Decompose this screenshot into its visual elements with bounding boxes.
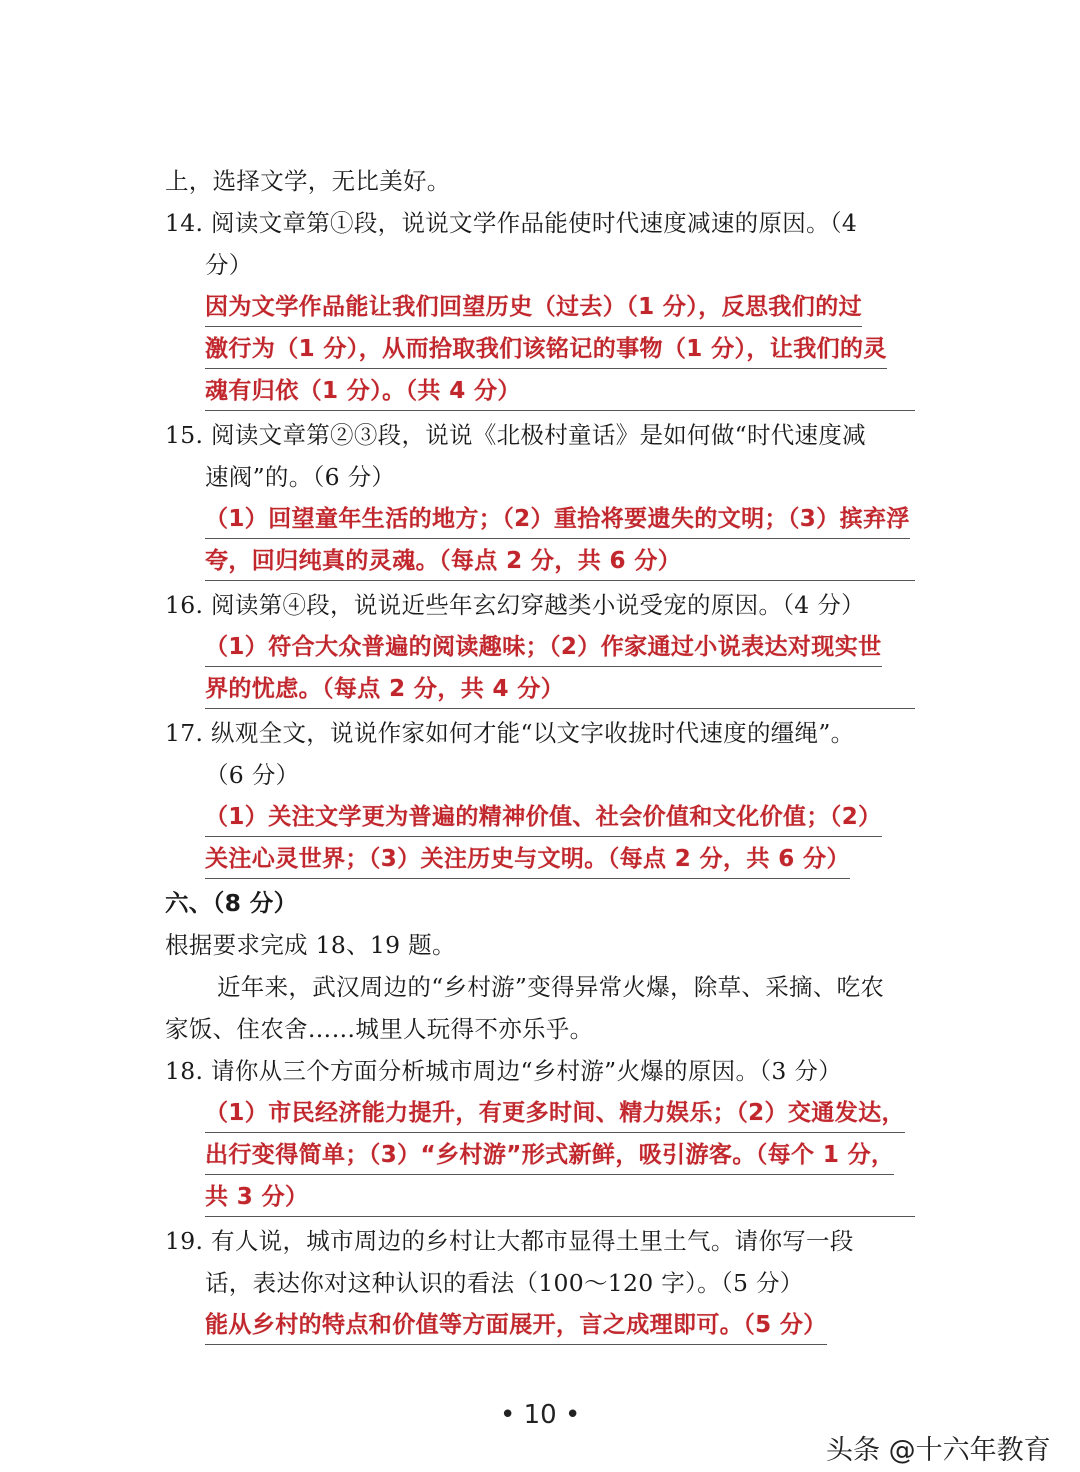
instruction-text: 根据要求完成 18、19 题。 xyxy=(165,931,456,959)
passage-line-2: 家饭、住农舍……城里人玩得不亦乐乎。 xyxy=(165,1015,594,1043)
question-19-cont: 话，表达你对这种认识的看法（100～120 字）。（5 分） xyxy=(205,1269,804,1297)
answer-16-line-1: （1）符合大众普遍的阅读趣味；（2）作家通过小说表达对现实世 xyxy=(205,628,882,667)
answer-18-line-2: 出行变得简单；（3）“乡村游”形式新鲜，吸引游客。（每个 1 分， xyxy=(205,1136,894,1175)
question-18: 18. 请你从三个方面分析城市周边“乡村游”火爆的原因。（3 分） xyxy=(165,1057,842,1085)
question-19: 19. 有人说，城市周边的乡村让大都市显得土里土气。请你写一段 xyxy=(165,1227,854,1255)
watermark: 头条 @十六年教育 xyxy=(826,1435,1051,1466)
answer-14-line-1: 因为文学作品能让我们回望历史（过去）（1 分），反思我们的过 xyxy=(205,288,862,327)
question-15-cont: 速阀”的。（6 分） xyxy=(205,463,396,491)
question-17-cont: （6 分） xyxy=(205,761,300,789)
answer-18-line-3: 共 3 分） xyxy=(205,1178,915,1217)
question-14: 14. 阅读文章第①段，说说文学作品能使时代速度减速的原因。（4 xyxy=(165,209,858,237)
answer-17-line-2: 关注心灵世界；（3）关注历史与文明。（每点 2 分，共 6 分） xyxy=(205,840,850,879)
body-text: 上，选择文学，无比美好。 xyxy=(165,167,451,195)
answer-18-line-1: （1）市民经济能力提升，有更多时间、精力娱乐；（2）交通发达， xyxy=(205,1094,905,1133)
page-number: • 10 • xyxy=(500,1400,581,1430)
answer-14-line-2: 激行为（1 分），从而拾取我们该铭记的事物（1 分），让我们的灵 xyxy=(205,330,887,369)
question-14-cont: 分） xyxy=(205,251,253,279)
answer-14-line-3: 魂有归依（1 分）。（共 4 分） xyxy=(205,372,915,411)
question-16: 16. 阅读第④段，说说近些年玄幻穿越类小说受宠的原因。（4 分） xyxy=(165,591,865,619)
question-17: 17. 纵观全文，说说作家如何才能“以文字收拢时代速度的缰绳”。 xyxy=(165,719,855,747)
section-heading: 六、（8 分） xyxy=(165,889,298,917)
answer-15-line-2: 夸，回归纯真的灵魂。（每点 2 分，共 6 分） xyxy=(205,542,915,581)
answer-16-line-2: 界的忧虑。（每点 2 分，共 4 分） xyxy=(205,670,915,709)
question-15: 15. 阅读文章第②③段，说说《北极村童话》是如何做“时代速度减 xyxy=(165,421,866,449)
answer-19-line-1: 能从乡村的特点和价值等方面展开，言之成理即可。（5 分） xyxy=(205,1306,827,1345)
passage-line-1: 近年来，武汉周边的“乡村游”变得异常火爆，除草、采摘、吃农 xyxy=(217,973,885,1001)
answer-15-line-1: （1）回望童年生活的地方；（2）重拾将要遗失的文明；（3）摈弃浮 xyxy=(205,500,910,539)
answer-17-line-1: （1）关注文学更为普遍的精神价值、社会价值和文化价值；（2） xyxy=(205,798,882,837)
